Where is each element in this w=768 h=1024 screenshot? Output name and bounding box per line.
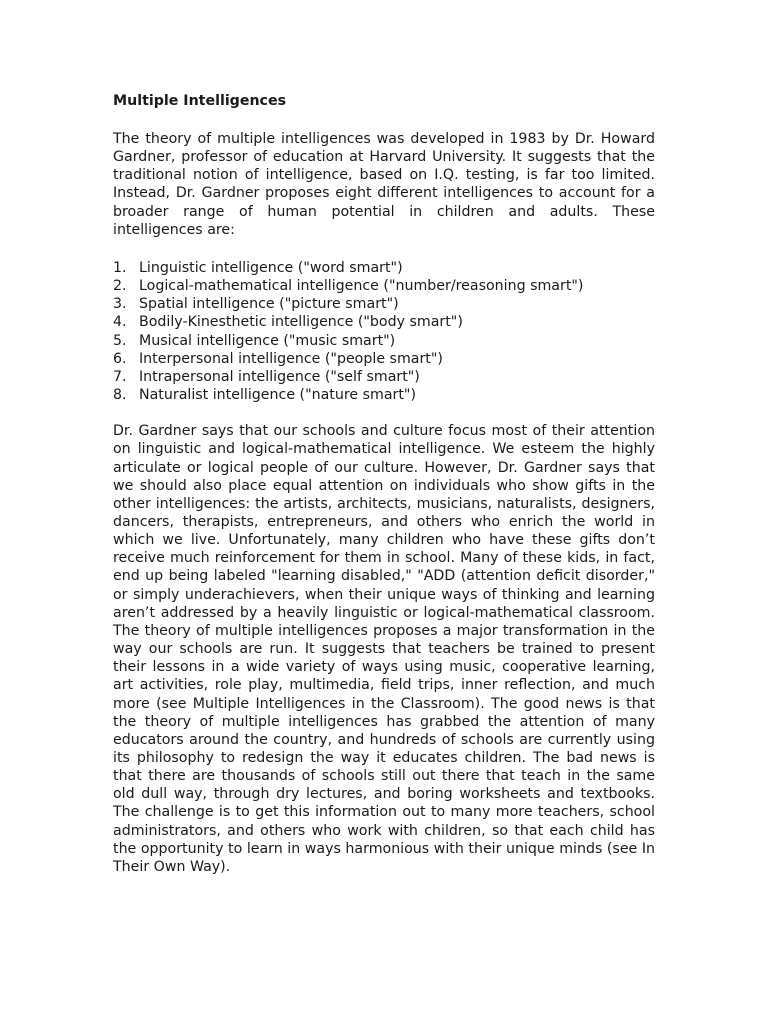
list-item: [113, 295, 655, 313]
list-item-number: 4.: [113, 314, 127, 331]
intro-paragraph: The theory of multiple intelligences was developed in 1983 by Dr. Howard Gardner, professor of education at Harvard University. It suggests that the traditional notion of intelligence, based on I.Q. testing, is far too limited. Instead, Dr. Gardner proposes eight different intelligences to account for a broader range of human potential in children and adults. These intelligences are:: [113, 131, 655, 238]
body-paragraph: Dr. Gardner says that our schools and culture focus most of their attention on linguistic and logical-mathematical intelligence. We esteem the highly articulate or logical people of our culture. However, Dr. Gardner says that we should also place equal attention on individuals who show gifts in the other intelligences: the artists, architects, musicians, naturalists, designers, dancers, therapists, entrepreneurs, and others who enrich the world in which we live. Unfortunately, many children who have these gifts don’t receive much reinforcement for them in school. Many of these kids, in fact, end up being labeled "learning disabled," "ADD (attention deficit disorder," or simply underachievers, when their unique ways of thinking and learning aren’t addressed by a heavily linguistic or logical-mathematical classroom. The theory of multiple intelligences proposes a major transformation in the way our schools are run. It suggests that teachers be trained to present their lessons in a wide variety of ways using music, cooperative learning, art activities, role play, multimedia, field trips, inner reflection, and much more (see Multiple Intelligences in the Classroom). The good news is that the theory of multiple intelligences has grabbed the attention of many educators around the country, and hundreds of schools are currently using its philosophy to redesign the way it educates children. The bad news is that there are thousands of schools still out there that teach in the same old dull way, through dry lectures, and boring worksheets and textbooks. The challenge is to get this information out to many more teachers, school administrators, and others who work with children, so that each child has the opportunity to learn in ways harmonious with their unique minds (see In Their Own Way).: [113, 423, 655, 875]
list-item-text: Bodily-Kinesthetic intelligence ("body smart"): [139, 314, 463, 331]
list-item: [113, 350, 655, 368]
list-item-number: 1.: [113, 259, 127, 276]
list-item-text: Linguistic intelligence ("word smart"): [139, 259, 403, 276]
list-item: [113, 332, 655, 350]
list-item-number: 2.: [113, 278, 127, 295]
list-item-text: Spatial intelligence ("picture smart"): [139, 296, 399, 313]
list-item: [113, 259, 655, 277]
list-item-number: 7.: [113, 368, 127, 385]
list-item-number: 8.: [113, 387, 127, 404]
list-item-text: Naturalist intelligence ("nature smart"): [139, 387, 416, 404]
list-item: [113, 386, 655, 404]
list-item-number: 5.: [113, 332, 127, 349]
list-item: [113, 313, 655, 331]
list-item-text: Interpersonal intelligence ("people smart"): [139, 350, 443, 367]
list-item-number: 6.: [113, 350, 127, 367]
list-item-text: Logical-mathematical intelligence ("number/reasoning smart"): [139, 278, 584, 295]
list-item: [113, 277, 655, 295]
list-item-text: Musical intelligence ("music smart"): [139, 332, 396, 349]
intelligences-list: [113, 259, 655, 404]
list-item-text: Intrapersonal intelligence ("self smart"): [139, 368, 420, 385]
list-item-number: 3.: [113, 296, 127, 313]
list-item: [113, 368, 655, 386]
document-page: [113, 92, 655, 876]
document-title: Multiple Intelligences: [113, 93, 287, 109]
